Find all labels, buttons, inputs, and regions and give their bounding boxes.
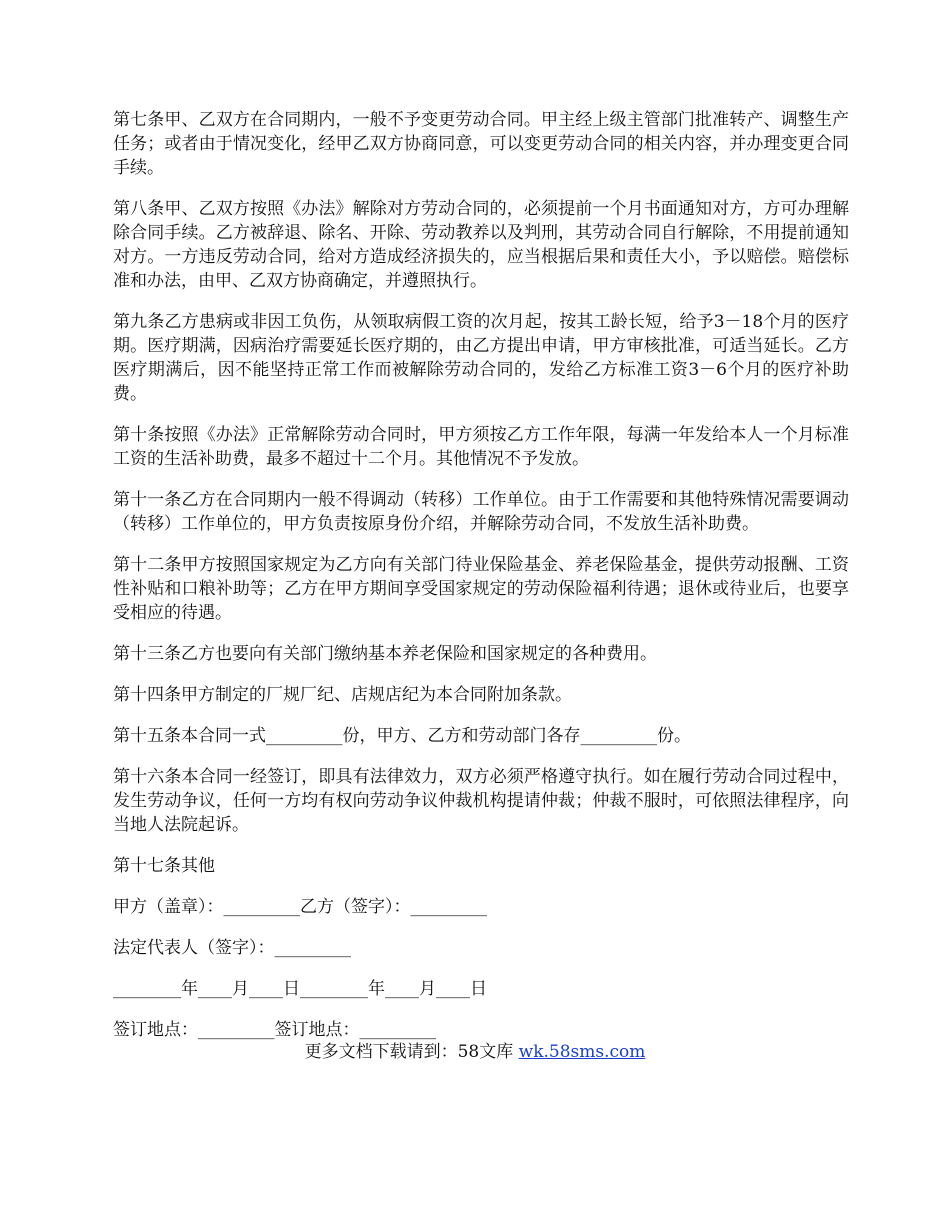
clause-8: 第八条甲、乙双方按照《办法》解除对方劳动合同的，必须提前一个月书面通知对方，方可办理解除合同手续。乙方被辞退、除名、开除、劳动教养以及判刑，其劳动合同自行解除，不用提前通知对方。一方违反劳动合同，给对方造成经济损失的，应当根据后果和责任大小，予以赔偿。赔偿标准和办法，由甲、乙双方协商确定，并遵照执行。 <box>113 199 849 291</box>
footer-text: 更多文档下载请到：58文库 <box>304 1042 514 1062</box>
clause-11: 第十一条乙方在合同期内一般不得调动（转移）工作单位。由于工作需要和其他特殊情况需要调动（转移）工作单位的，甲方负责按原身份介绍，并解除劳动合同，不发放生活补助费。 <box>113 490 849 534</box>
clause-15: 第十五条本合同一式_________份，甲方、乙方和劳动部门各存_________份。 <box>113 726 691 746</box>
clause-9: 第九条乙方患病或非因工负伤，从领取病假工资的次月起，按其工龄长短，给予3－18个月的医疗期。医疗期满，因病治疗需要延长医疗期的，由乙方提出申请，甲方审核批准，可适当延长。乙方医疗期满后，因不能坚持正常工作而被解除劳动合同的，发给乙方标准工资3－6个月的医疗补助费。 <box>113 312 849 404</box>
signing-location-line: 签订地点：_________签订地点：_________ <box>113 1020 436 1040</box>
download-footer <box>0 1040 950 1064</box>
clause-10: 第十条按照《办法》正常解除劳动合同时，甲方须按乙方工作年限，每满一年发给本人一个月标准工资的生活补助费，最多不超过十二个月。其他情况不予发放。 <box>113 425 849 469</box>
clause-13: 第十三条乙方也要向有关部门缴纳基本养老保险和国家规定的各种费用。 <box>113 644 657 664</box>
clause-16: 第十六条本合同一经签订，即具有法律效力，双方必须严格遵守执行。如在履行劳动合同过程中，发生劳动争议，任何一方均有权向劳动争议仲裁机构提请仲裁；仲裁不服时，可依照法律程序，向当地人法院起诉。 <box>113 767 849 835</box>
clause-17: 第十七条其他 <box>113 856 215 876</box>
document-body <box>113 108 849 1059</box>
clause-7: 第七条甲、乙双方在合同期内，一般不予变更劳动合同。甲主经上级主管部门批准转产、调整生产任务；或者由于情况变化，经甲乙双方协商同意，可以变更劳动合同的相关内容，并办理变更合同手续。 <box>113 110 849 178</box>
footer-link[interactable]: wk.58sms.com <box>518 1042 646 1062</box>
clause-12: 第十二条甲方按照国家规定为乙方向有关部门待业保险基金、养老保险基金，提供劳动报酬、工资性补贴和口粮补助等；乙方在甲方期间享受国家规定的劳动保险福利待遇；退休或待业后，也要享受相应的待遇。 <box>113 555 849 623</box>
date-line: ________年____月____日________年____月____日 <box>113 979 487 999</box>
clause-14: 第十四条甲方制定的厂规厂纪、店规店纪为本合同附加条款。 <box>113 685 572 705</box>
legal-representative-line: 法定代表人（签字）：_________ <box>113 938 351 958</box>
signature-party-line: 甲方（盖章）：_________乙方（签字）：_________ <box>113 897 487 917</box>
